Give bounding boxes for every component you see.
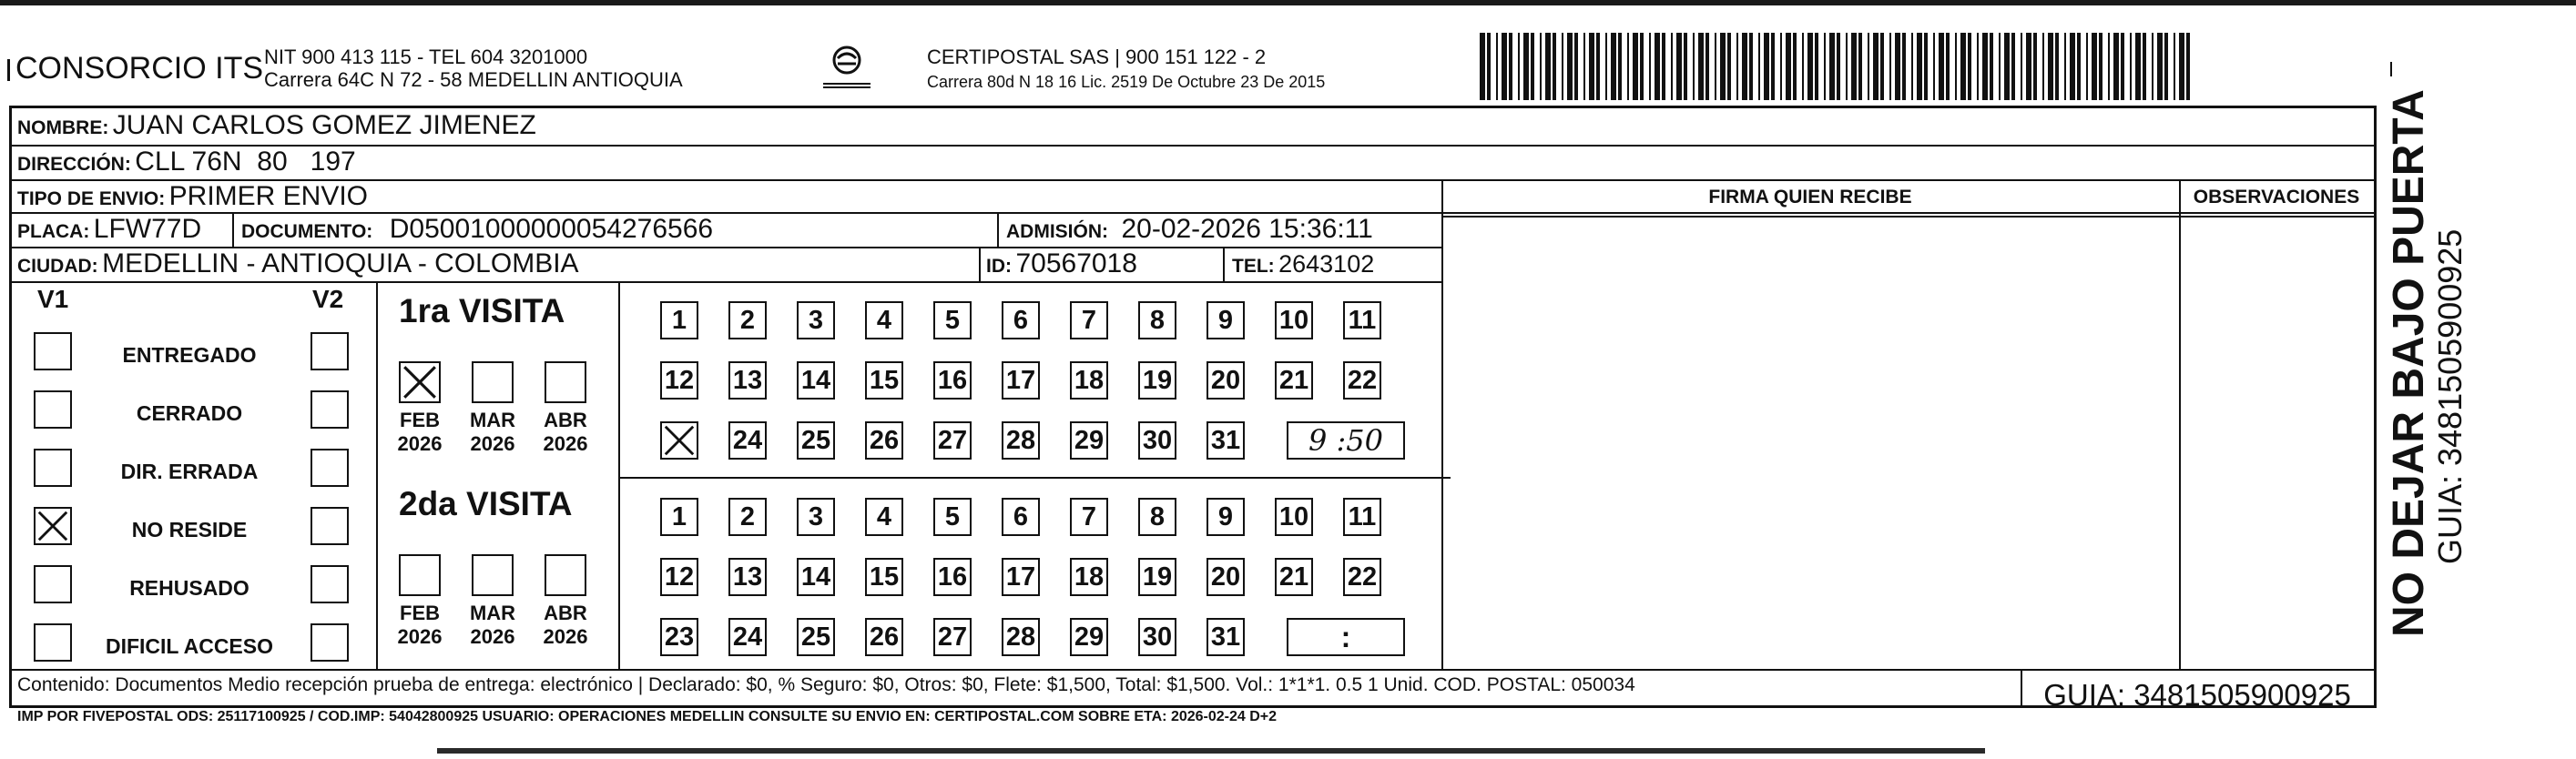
day-box[interactable]: 1	[660, 498, 698, 536]
barcode-bar	[1611, 33, 1616, 100]
time-field[interactable]: :	[1287, 618, 1405, 656]
barcode-bar	[1480, 33, 1485, 100]
tel-label: TEL:	[1232, 256, 1275, 277]
v2-checkbox[interactable]	[311, 332, 349, 370]
day-box[interactable]: 25	[797, 421, 835, 460]
day-box[interactable]: 20	[1207, 361, 1245, 400]
barcode-bar	[1698, 33, 1704, 100]
certipostal-logo	[810, 42, 883, 96]
visit2-title: 2da VISITA	[399, 485, 573, 522]
day-box[interactable]: 2	[728, 301, 767, 339]
barcode-bar	[1999, 33, 2001, 100]
barcode-bar	[2011, 33, 2015, 100]
time-field[interactable]: 9 :50	[1287, 421, 1405, 460]
barcode-bar	[1509, 33, 1512, 100]
v1-checkbox[interactable]	[34, 449, 72, 487]
observations-label: OBSERVACIONES	[2193, 187, 2360, 207]
barcode-bar	[1627, 33, 1629, 100]
plate-value: LFW77D	[93, 214, 202, 244]
day-box[interactable]: 30	[1138, 618, 1176, 656]
day-box[interactable]: 7	[1070, 498, 1108, 536]
signature-label: FIRMA QUIEN RECIBE	[1708, 187, 1912, 207]
day-box[interactable]: 23	[660, 618, 698, 656]
barcode-bar	[2174, 33, 2175, 100]
v1-checkbox[interactable]	[34, 565, 72, 603]
barcode-bar	[1837, 33, 1840, 100]
day-box[interactable]: 8	[1138, 498, 1176, 536]
barcode-bar	[2179, 33, 2184, 100]
barcode-bar	[1829, 33, 1835, 100]
barcode-bar	[1715, 33, 1716, 100]
document-value: D05001000000054276566	[389, 214, 714, 244]
day-box[interactable]: 18	[1070, 361, 1108, 400]
barcode-bar	[1684, 33, 1687, 100]
barcode-bar	[1895, 33, 1900, 100]
day-box[interactable]: 17	[1002, 558, 1040, 596]
barcode-bar	[1727, 33, 1731, 100]
barcode-bar	[2143, 33, 2146, 100]
barcode-bar	[2099, 33, 2103, 100]
day-box[interactable]: 22	[1343, 361, 1381, 400]
month-label: ABR	[544, 602, 587, 624]
barcode-bar	[1780, 33, 1782, 100]
month-label: FEB	[400, 602, 440, 624]
day-box[interactable]: 16	[933, 361, 972, 400]
barcode-bar	[1531, 33, 1534, 100]
city-cell	[17, 248, 579, 279]
day-box[interactable]: 12	[660, 361, 698, 400]
shipment-type-label: TIPO DE ENVIO:	[17, 188, 166, 209]
barcode-bar	[1815, 33, 1818, 100]
barcode-bar	[1545, 33, 1551, 100]
day-box[interactable]: 13	[728, 361, 767, 400]
day-box[interactable]: 17	[1002, 361, 1040, 400]
barcode-bar	[1933, 33, 1935, 100]
month-label: ABR	[544, 409, 587, 431]
day-box[interactable]: 5	[933, 301, 972, 339]
tel-cell	[1232, 250, 1374, 278]
year-label: 2026	[543, 625, 588, 648]
barcode-bar	[1553, 33, 1556, 100]
v1-label: V1	[37, 285, 69, 313]
year-label: 2026	[397, 432, 443, 455]
day-box[interactable]: 13	[728, 558, 767, 596]
admission-cell	[1006, 214, 1373, 245]
tel-value: 2643102	[1278, 250, 1375, 278]
day-box[interactable]: 31	[1207, 618, 1245, 656]
barcode-bar	[1655, 33, 1660, 100]
day-box[interactable]: 14	[797, 558, 835, 596]
barcode-bar	[2086, 33, 2088, 100]
barcode-bar	[1662, 33, 1665, 100]
city-label: CIUDAD:	[17, 256, 98, 277]
status-label: DIFICIL ACCESO	[105, 634, 273, 658]
barcode-bar	[2130, 33, 2132, 100]
barcode-bar	[1902, 33, 1906, 100]
company-name: CONSORCIO ITS	[7, 51, 263, 86]
barcode-bar	[1540, 33, 1542, 100]
day-box[interactable]: 11	[1343, 301, 1381, 339]
barcode-bar	[1977, 33, 1979, 100]
no-leave-under-door-warning: NO DEJAR BAJO PUERTA	[2385, 89, 2433, 637]
barcode-bar	[1807, 33, 1813, 100]
barcode-bar	[1720, 33, 1726, 100]
day-box[interactable]	[660, 421, 698, 460]
barcode-bar	[1880, 33, 1884, 100]
barcode-bar	[1873, 33, 1879, 100]
day-box[interactable]: 18	[1070, 558, 1108, 596]
barcode-bar	[1824, 33, 1826, 100]
year-label: 2026	[543, 432, 588, 455]
barcode-bar	[1846, 33, 1848, 100]
month-checkbox[interactable]	[545, 554, 586, 596]
barcode-bar	[2026, 33, 2031, 100]
address-value: CLL 76N 80 197	[135, 147, 356, 177]
day-box[interactable]: 19	[1138, 361, 1176, 400]
month-checkbox[interactable]	[399, 554, 441, 596]
id-value: 70567018	[1015, 248, 1137, 278]
day-box[interactable]: 27	[933, 421, 972, 460]
v2-checkbox[interactable]	[311, 507, 349, 545]
barcode-bar	[2033, 33, 2037, 100]
barcode-bar	[1671, 33, 1673, 100]
barcode-bar	[1693, 33, 1695, 100]
scan-edge-top	[0, 0, 2576, 5]
day-box[interactable]: 25	[797, 618, 835, 656]
month-checkbox[interactable]	[472, 361, 514, 403]
visit1-title: 1ra VISITA	[399, 292, 565, 329]
day-box[interactable]: 4	[865, 498, 903, 536]
status-label: NO RESIDE	[131, 518, 248, 541]
city-value: MEDELLIN - ANTIOQUIA - COLOMBIA	[102, 248, 579, 278]
year-label: 2026	[397, 625, 443, 648]
barcode	[1480, 33, 2199, 100]
document-label: DOCUMENTO:	[241, 221, 373, 242]
barcode-bar	[1868, 33, 1869, 100]
barcode-bar	[1802, 33, 1804, 100]
day-box[interactable]: 7	[1070, 301, 1108, 339]
id-cell	[986, 248, 1137, 279]
day-box[interactable]: 29	[1070, 618, 1108, 656]
delivery-form	[9, 106, 2377, 724]
address-label: DIRECCIÓN:	[17, 154, 131, 175]
barcode-bar	[2092, 33, 2097, 100]
month-checkbox[interactable]	[545, 361, 586, 403]
company-nit: NIT 900 413 115 - TEL 604 3201000	[264, 46, 588, 68]
barcode-bar	[1640, 33, 1644, 100]
day-box[interactable]: 16	[933, 558, 972, 596]
day-box[interactable]: 31	[1207, 421, 1245, 460]
day-box[interactable]: 21	[1275, 558, 1313, 596]
day-box[interactable]: 15	[865, 558, 903, 596]
barcode-bar	[1939, 33, 1944, 100]
barcode-bar	[1583, 33, 1585, 100]
barcode-bar	[1917, 33, 1922, 100]
barcode-bar	[2070, 33, 2075, 100]
day-box[interactable]: 20	[1207, 558, 1245, 596]
day-box[interactable]: 14	[797, 361, 835, 400]
day-box[interactable]: 6	[1002, 301, 1040, 339]
day-box[interactable]: 9	[1207, 498, 1245, 536]
day-box[interactable]: 28	[1002, 421, 1040, 460]
certipostal-name: CERTIPOSTAL SAS | 900 151 122 - 2	[927, 46, 1267, 68]
day-box[interactable]: 11	[1343, 498, 1381, 536]
barcode-bar	[2186, 33, 2190, 100]
barcode-bar	[1676, 33, 1682, 100]
day-box[interactable]: 1	[660, 301, 698, 339]
month-checkbox[interactable]	[399, 361, 441, 403]
barcode-bar	[1990, 33, 1993, 100]
barcode-bar	[1749, 33, 1753, 100]
barcode-bar	[2064, 33, 2066, 100]
barcode-bar	[2042, 33, 2044, 100]
v2-checkbox[interactable]	[311, 390, 349, 429]
barcode-bar	[1858, 33, 1862, 100]
status-label: REHUSADO	[129, 576, 249, 600]
barcode-bar	[1605, 33, 1607, 100]
barcode-bar	[1742, 33, 1747, 100]
day-box[interactable]: 9	[1207, 301, 1245, 339]
v2-checkbox[interactable]	[311, 449, 349, 487]
day-box[interactable]: 19	[1138, 558, 1176, 596]
day-box[interactable]: 10	[1275, 498, 1313, 536]
v2-label: V2	[312, 285, 344, 313]
month-checkbox[interactable]	[472, 554, 514, 596]
barcode-bar	[1518, 33, 1520, 100]
certipostal-address: Carrera 80d N 18 16 Lic. 2519 De Octubre 23 De 2015	[927, 73, 1326, 91]
barcode-bar	[1705, 33, 1709, 100]
recipient-name-row	[17, 110, 536, 141]
side-guia-number: GUIA: 3481505900925	[2431, 228, 2469, 564]
v2-checkbox[interactable]	[311, 623, 349, 662]
address-row	[17, 147, 356, 177]
day-box[interactable]: 26	[865, 618, 903, 656]
day-box[interactable]: 4	[865, 301, 903, 339]
v1-checkbox[interactable]	[34, 507, 72, 545]
barcode-bar	[1851, 33, 1857, 100]
barcode-bar	[1589, 33, 1594, 100]
shipment-type-value: PRIMER ENVIO	[168, 181, 369, 211]
admission-value: 20-02-2026 15:36:11	[1121, 214, 1373, 244]
barcode-bar	[1960, 33, 1966, 100]
barcode-bar	[1911, 33, 1913, 100]
barcode-bar	[2004, 33, 2010, 100]
day-box[interactable]: 3	[797, 498, 835, 536]
day-box[interactable]: 29	[1070, 421, 1108, 460]
barcode-bar	[2157, 33, 2163, 100]
day-box[interactable]: 27	[933, 618, 972, 656]
admission-label: ADMISIÓN:	[1006, 221, 1108, 242]
barcode-bar	[1793, 33, 1797, 100]
barcode-bar	[1523, 33, 1529, 100]
day-box[interactable]: 24	[728, 618, 767, 656]
barcode-bar	[1502, 33, 1507, 100]
status-label: DIR. ERRADA	[120, 460, 259, 483]
barcode-bar	[1968, 33, 1971, 100]
barcode-bar	[1567, 33, 1573, 100]
barcode-bar	[1786, 33, 1791, 100]
day-box[interactable]: 5	[933, 498, 972, 536]
barcode-bar	[1955, 33, 1957, 100]
day-box[interactable]: 2	[728, 498, 767, 536]
barcode-bar	[1946, 33, 1950, 100]
barcode-bar	[1618, 33, 1622, 100]
barcode-bar	[1924, 33, 1928, 100]
day-box[interactable]: 12	[660, 558, 698, 596]
year-label: 2026	[470, 625, 515, 648]
month-label: FEB	[400, 409, 440, 431]
day-box[interactable]: 22	[1343, 558, 1381, 596]
day-box[interactable]: 30	[1138, 421, 1176, 460]
month-label: MAR	[469, 602, 516, 624]
day-box[interactable]: 6	[1002, 498, 1040, 536]
day-box[interactable]: 21	[1275, 361, 1313, 400]
signature-area[interactable]	[1443, 218, 2177, 667]
observations-area[interactable]	[2181, 218, 2372, 667]
barcode-bar	[2152, 33, 2153, 100]
barcode-bar	[1562, 33, 1563, 100]
shipment-type-row	[17, 181, 368, 212]
barcode-bar	[2021, 33, 2022, 100]
v2-checkbox[interactable]	[311, 565, 349, 603]
barcode-bar	[2077, 33, 2081, 100]
barcode-bar	[1736, 33, 1738, 100]
footer-print-line: IMP POR FIVEPOSTAL ODS: 25117100925 / COD.IMP: 54042800925 USUARIO: OPERACIONES MEDELLIN CONSULTE SU ENVIO EN: CERTIPOSTAL.COM SOBRE ETA: 2026-02-24 D+2	[17, 709, 1278, 724]
plate-cell	[17, 214, 201, 245]
barcode-bar	[1758, 33, 1760, 100]
barcode-bar	[2121, 33, 2124, 100]
barcode-bar	[1889, 33, 1891, 100]
company-address: Carrera 64C N 72 - 58 MEDELLIN ANTIOQUIA	[264, 68, 683, 91]
footer-contents-line: Contenido: Documentos Medio recepción prueba de entrega: electrónico | Declarado: $0, % Seguro: $0, Otros: $0, Flete: $1,500, Total: $1,500. Vol.: 1*1*1. 0.5 1 Unid. COD. POSTAL: 050034	[17, 674, 1635, 695]
barcode-bar	[1596, 33, 1600, 100]
margin-mark	[2390, 62, 2392, 76]
day-box[interactable]: 15	[865, 361, 903, 400]
barcode-bar	[1982, 33, 1988, 100]
barcode-bar	[1496, 33, 1498, 100]
barcode-bar	[2135, 33, 2141, 100]
status-label: CERRADO	[136, 401, 243, 425]
scan-edge-bottom	[437, 748, 1985, 754]
barcode-bar	[2048, 33, 2053, 100]
plate-label: PLACA:	[17, 221, 90, 242]
barcode-bar	[1764, 33, 1769, 100]
barcode-bar	[2108, 33, 2110, 100]
barcode-bar	[1487, 33, 1491, 100]
barcode-bar	[1574, 33, 1578, 100]
status-label: ENTREGADO	[122, 343, 257, 367]
day-box[interactable]: 24	[728, 421, 767, 460]
month-label: MAR	[469, 409, 516, 431]
barcode-bar	[1771, 33, 1775, 100]
day-box[interactable]: 28	[1002, 618, 1040, 656]
day-box[interactable]: 10	[1275, 301, 1313, 339]
recipient-name-label: NOMBRE:	[17, 117, 109, 138]
barcode-bar	[2055, 33, 2059, 100]
day-box[interactable]: 26	[865, 421, 903, 460]
footer-guia: GUIA: 3481505900925	[2043, 678, 2351, 712]
v1-checkbox[interactable]	[34, 390, 72, 429]
day-box[interactable]: 8	[1138, 301, 1176, 339]
year-label: 2026	[470, 432, 515, 455]
barcode-bar	[2113, 33, 2119, 100]
company-info	[264, 46, 683, 91]
barcode-bar	[1649, 33, 1651, 100]
day-box[interactable]: 3	[797, 301, 835, 339]
v1-checkbox[interactable]	[34, 623, 72, 662]
id-label: ID:	[986, 256, 1012, 277]
recipient-name: JUAN CARLOS GOMEZ JIMENEZ	[112, 110, 536, 140]
barcode-bar	[1633, 33, 1638, 100]
document-cell	[241, 214, 713, 245]
barcode-bar	[2164, 33, 2168, 100]
v1-checkbox[interactable]	[34, 332, 72, 370]
